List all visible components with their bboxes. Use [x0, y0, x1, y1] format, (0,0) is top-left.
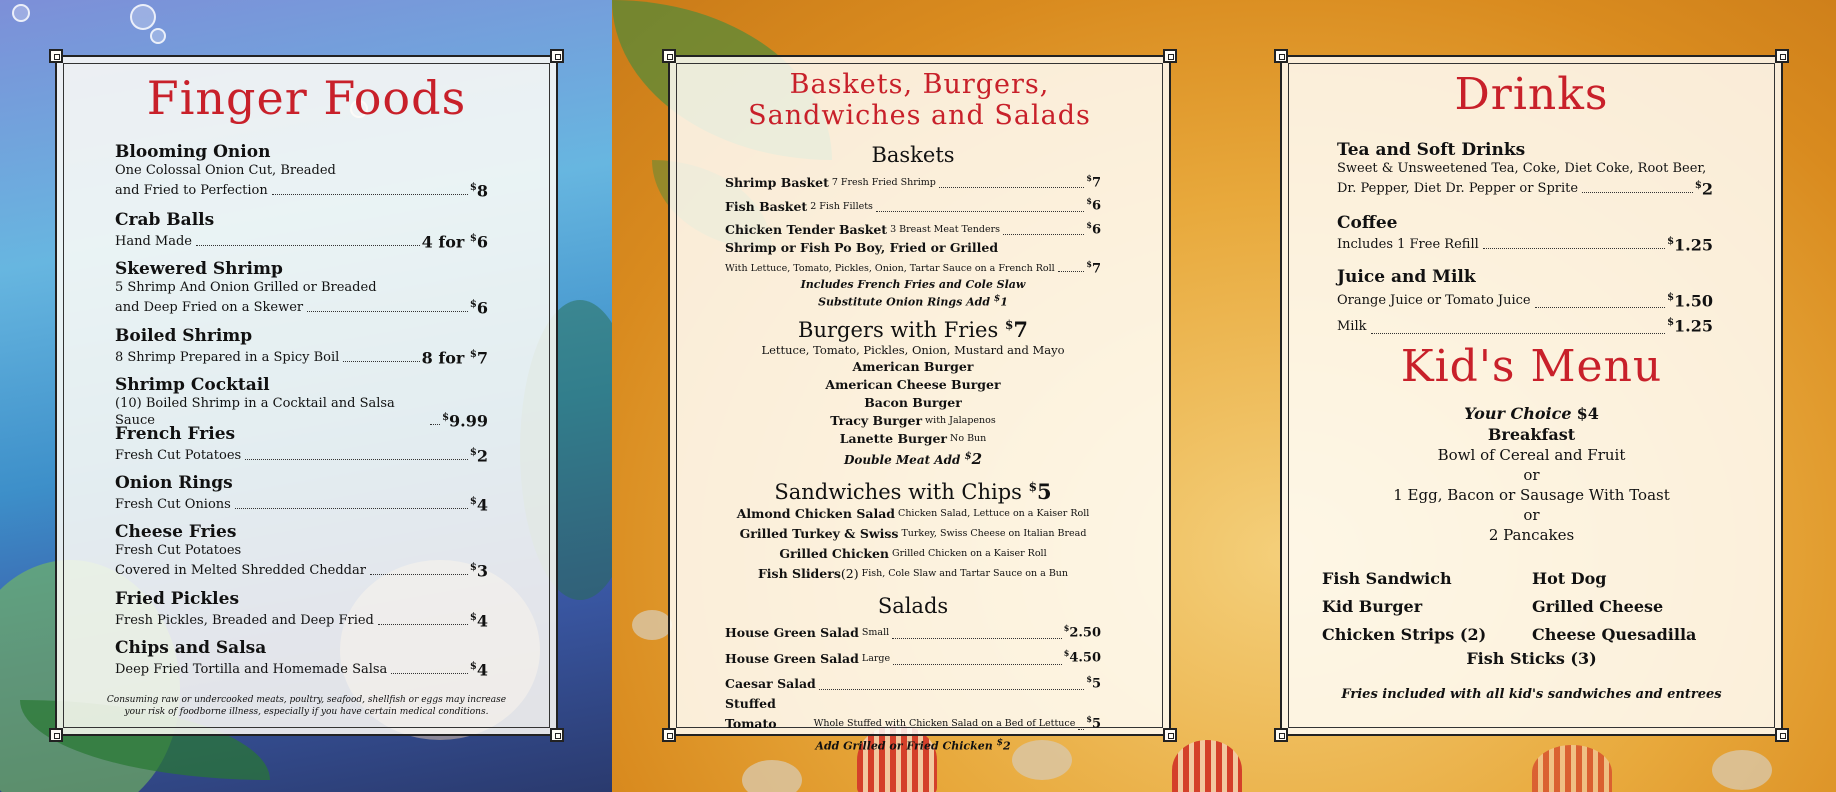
breakfast-line: or — [1523, 466, 1540, 484]
kids-items-left — [1322, 565, 1522, 649]
item-name: Shrimp Cocktail — [115, 375, 270, 395]
price: $4 — [469, 611, 488, 631]
price: $4 — [469, 495, 488, 515]
menu-item — [115, 210, 488, 250]
item-note: 7 Fresh Fried Shrimp — [831, 177, 936, 189]
price: $6 — [1086, 219, 1101, 237]
kids-item: Hot Dog — [1532, 569, 1607, 588]
baskets-heading: Baskets — [871, 143, 955, 167]
price: $3 — [469, 561, 488, 581]
item-name: Boiled Shrimp — [115, 326, 253, 346]
item-name: Caesar Salad — [725, 675, 816, 691]
item-name: Lanette Burger — [839, 430, 948, 446]
item-name: Fish Sliders — [757, 565, 841, 581]
menu-row — [725, 430, 1101, 448]
price: $2 — [469, 446, 488, 466]
item-name: Grilled Chicken — [779, 545, 890, 561]
breakfast-line: 2 Pancakes — [1488, 526, 1575, 544]
item-description: Deep Fried Tortilla and Homemade Salsa — [115, 662, 388, 678]
item-name: Shrimp Basket — [725, 175, 829, 191]
price: $1.25 — [1667, 316, 1713, 336]
sandwiches-heading: Sandwiches with Chips $5 — [774, 478, 1052, 504]
breakfast-line: Bowl of Cereal and Fruit — [1437, 446, 1626, 464]
item-note: Fish, Cole Slaw and Tartar Sauce on a Bun — [861, 567, 1069, 579]
item-note: Turkey, Swiss Cheese on Italian Bread — [901, 527, 1087, 539]
price: $4.50 — [1063, 648, 1101, 666]
item-description: Fresh Pickles, Breaded and Deep Fried — [115, 613, 374, 629]
price: $2.50 — [1063, 622, 1101, 641]
item-name: House Green Salad — [725, 625, 859, 641]
juice-row: Orange Juice or Tomato Juice $1.50 — [1337, 287, 1713, 312]
menu-item — [115, 375, 488, 429]
menu-item — [115, 142, 488, 199]
burgers-heading: Burgers with Fries $7 — [798, 316, 1028, 342]
item-note: with Jalapenos — [925, 414, 996, 426]
kids-footer: Fries included with all kid's sandwiches and entrees — [1341, 687, 1722, 702]
finger-foods-title: Finger Foods — [146, 71, 467, 125]
item-description: and Deep Fried on a Skewer — [115, 300, 304, 316]
price: $5 — [1086, 713, 1101, 731]
finger-foods-panel — [55, 55, 558, 736]
item-note: 3 Breast Meat Tenders — [890, 223, 1000, 235]
juice-row: Milk $1.25 — [1337, 312, 1713, 337]
menu-row — [725, 169, 1101, 192]
price: $1.25 — [1667, 235, 1713, 255]
drinks-title: Drinks — [1454, 69, 1609, 120]
burgers-desc: Lettuce, Tomato, Pickles, Onion, Mustard and Mayo — [761, 342, 1065, 357]
drink-item — [1337, 140, 1713, 197]
double-meat-note: Double Meat Add $2 — [844, 449, 982, 468]
kids-items-right — [1532, 565, 1752, 649]
price: $4 — [469, 660, 488, 680]
menu-row: Fish Sliders (2) Fish, Cole Slaw and Tartar Sauce on a Bun — [725, 564, 1101, 584]
disclaimer: Consuming raw or undercooked meats, poultry, seafood, shellfish or eggs may increase your risk of foodborne illness, especially if you have certain medical conditions. — [106, 695, 507, 717]
kids-item: Fish Sandwich — [1322, 569, 1452, 588]
juice-heading: Juice and Milk — [1337, 267, 1476, 287]
item-note: No Bun — [950, 432, 987, 444]
po-boy-row: With Lettuce, Tomato, Pickles, Onion, Tartar Sauce on a French Roll $7 — [725, 258, 1101, 277]
item-name: Fish Basket — [725, 198, 808, 214]
item-note: Grilled Chicken on a Kaiser Roll — [892, 547, 1047, 559]
menu-row — [725, 504, 1101, 524]
drinks-panel — [1280, 55, 1783, 736]
item-note: 2 Fish Fillets — [810, 200, 873, 212]
item-name: House Green Salad — [725, 650, 859, 666]
includes-note: Includes French Fries and Cole Slaw — [800, 278, 1026, 292]
item-name: Almond Chicken Salad — [736, 505, 896, 521]
item-name: Onion Rings — [115, 473, 233, 493]
price: $7 — [1086, 173, 1101, 191]
item-name: Tea and Soft Drinks — [1337, 140, 1526, 160]
item-note: Small — [861, 627, 890, 639]
kids-item: Kid Burger — [1322, 597, 1423, 616]
menu-item — [115, 638, 488, 678]
price: $6 — [1086, 196, 1101, 214]
menu-row — [725, 643, 1101, 668]
item-description: Fresh Cut Potatoes — [115, 543, 242, 558]
item-description: Includes 1 Free Refill — [1337, 237, 1479, 253]
menu-row — [725, 394, 1101, 412]
item-description: Dr. Pepper, Diet Dr. Pepper or Sprite — [1337, 181, 1579, 197]
item-description: 8 Shrimp Prepared in a Spicy Boil — [115, 350, 340, 366]
item-note: Large — [861, 652, 891, 664]
breakfast-line: or — [1523, 506, 1540, 524]
kids-item: Cheese Quesadilla — [1532, 625, 1697, 644]
menu-item — [115, 522, 488, 579]
item-description: and Fried to Perfection — [115, 183, 268, 199]
menu-item — [115, 589, 488, 629]
menu-item — [115, 259, 488, 316]
kids-item: Grilled Cheese — [1532, 597, 1664, 616]
item-name: American Cheese Burger — [825, 376, 1001, 392]
drink-item — [1337, 213, 1713, 253]
po-boy-name: Shrimp or Fish Po Boy, Fried or Grilled — [725, 239, 999, 255]
baskets-title: Baskets, Burgers, Sandwiches and Salads — [748, 69, 1091, 131]
kids-title: Kid's Menu — [1400, 341, 1663, 392]
item-description: Hand Made — [115, 234, 192, 250]
item-description: Fresh Cut Onions — [115, 497, 231, 513]
menu-row — [725, 544, 1101, 564]
menu-row — [725, 358, 1101, 376]
item-note: Whole Stuffed with Chicken Salad on a Bed of Lettuce — [813, 717, 1076, 729]
item-name: Bacon Burger — [864, 394, 962, 410]
item-description: One Colossal Onion Cut, Breaded — [115, 163, 336, 178]
price: $9.99 — [442, 411, 488, 430]
item-name: Fried Pickles — [115, 589, 240, 609]
item-description: (10) Boiled Shrimp in a Cocktail and Salsa Sauce — [115, 396, 395, 428]
item-description: Sweet & Unsweetened Tea, Coke, Diet Coke, Root Beer, — [1337, 161, 1707, 176]
item-name: Tracy Burger — [830, 412, 923, 428]
breakfast-heading: Breakfast — [1487, 425, 1576, 444]
menu-item — [115, 473, 488, 513]
item-name: Blooming Onion — [115, 142, 271, 162]
item-name: Grilled Turkey & Swiss — [739, 525, 899, 541]
menu-item — [115, 424, 488, 464]
juice-block — [1337, 267, 1713, 338]
menu-item — [115, 326, 488, 366]
baskets-panel — [668, 55, 1171, 753]
menu-row — [725, 618, 1101, 643]
item-name: French Fries — [115, 424, 236, 444]
item-name: Chicken Tender Basket — [725, 221, 888, 237]
substitute-note: Substitute Onion Rings Add $1 — [818, 293, 1008, 309]
menu-row — [725, 412, 1101, 430]
kids-content — [1282, 403, 1781, 545]
item-name: Chips and Salsa — [115, 638, 267, 658]
menu-row — [725, 694, 1101, 734]
price: 4 for $6 — [421, 232, 488, 252]
menu-row — [725, 192, 1101, 215]
menu-row — [725, 216, 1101, 239]
salads-heading: Salads — [877, 593, 949, 618]
kids-item: Chicken Strips (2) — [1322, 625, 1487, 644]
price: $5 — [1086, 673, 1101, 691]
item-name: Coffee — [1337, 213, 1398, 233]
item-description: Covered in Melted Shredded Cheddar — [115, 563, 366, 579]
price: $8 — [469, 181, 488, 201]
price: $1.50 — [1667, 291, 1713, 311]
breakfast-line: 1 Egg, Bacon or Sausage With Toast — [1393, 486, 1670, 504]
add-chicken-note: Add Grilled or Fried Chicken $2 — [815, 736, 1011, 753]
kids-choice: Your Choice $4 — [1464, 404, 1599, 423]
price: 8 for $7 — [421, 348, 488, 368]
item-description: 5 Shrimp And Onion Grilled or Breaded — [115, 280, 377, 295]
menu-row — [725, 524, 1101, 544]
item-name: Stuffed Tomato — [725, 695, 777, 731]
kids-item-fish-sticks: Fish Sticks (3) — [1466, 649, 1597, 668]
item-name: Cheese Fries — [115, 522, 237, 542]
menu-row — [725, 669, 1101, 694]
price: $6 — [469, 298, 488, 318]
item-name: American Burger — [852, 358, 974, 374]
item-description: Fresh Cut Potatoes — [115, 448, 242, 464]
menu-row — [725, 376, 1101, 394]
baskets-content — [725, 143, 1101, 756]
price: $2 — [1694, 179, 1713, 199]
item-name: Crab Balls — [115, 210, 215, 230]
item-note: Chicken Salad, Lettuce on a Kaiser Roll — [898, 507, 1090, 519]
item-name: Skewered Shrimp — [115, 259, 283, 279]
